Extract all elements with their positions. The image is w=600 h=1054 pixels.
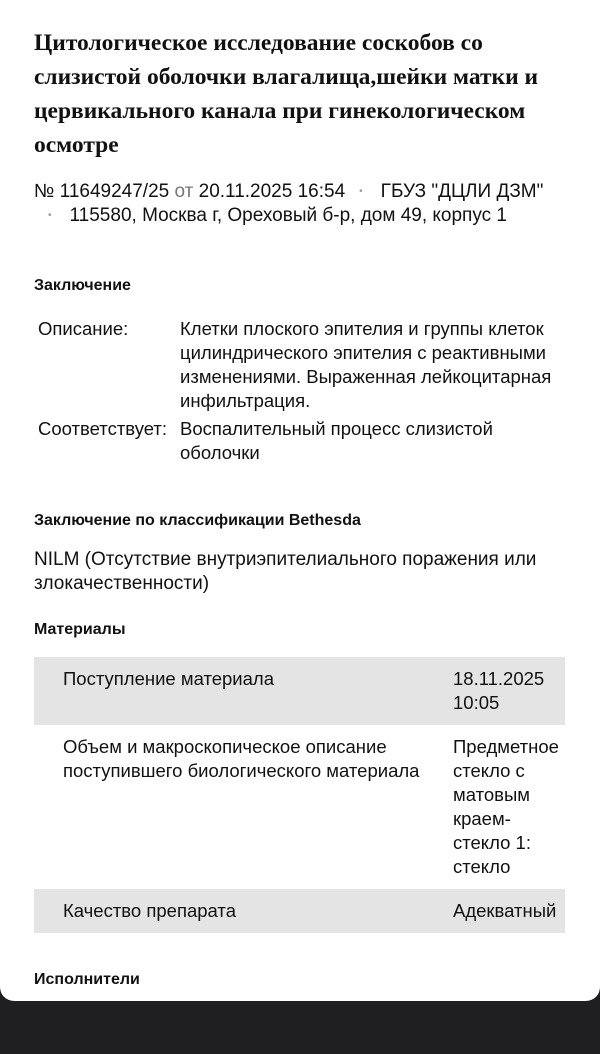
materials-heading: Материалы (34, 621, 126, 638)
report-datetime: 20.11.2025 16:54 (198, 181, 346, 202)
conclusion-value: Воспалительный процесс слизистой оболочки (180, 418, 493, 463)
materials-key: Объем и макроскопическое описание поступившего биологического материала (63, 736, 420, 781)
bethesda-heading: Заключение по классификации Bethesda (34, 512, 361, 529)
materials-row (34, 657, 565, 725)
bottom-bar (0, 1001, 600, 1054)
conclusion-label: Описание: (38, 318, 129, 339)
materials-row (34, 889, 565, 933)
conclusion-row (38, 317, 568, 417)
conclusion-value: Клетки плоского эпителия и группы клеток цилиндрического эпителия с реактивными изменениями. Выраженная лейкоцитарная инфильтрация. (180, 318, 552, 411)
report-number: № 11649247/25 (34, 181, 170, 202)
materials-value: Адекватный (423, 889, 565, 933)
bethesda-result: NILM (Отсутствие внутриэпителиального поражения или злокачественности) (34, 549, 537, 594)
from-label: от (174, 181, 194, 202)
organization-name: ГБУЗ "ДЦЛИ ДЗМ" (380, 181, 544, 202)
materials-row (34, 725, 565, 889)
separator-dot-icon: • (48, 210, 52, 221)
conclusion-heading: Заключение (34, 277, 131, 294)
materials-table (34, 657, 565, 933)
separator-dot-icon: • (359, 186, 363, 197)
conclusion-row (38, 417, 568, 469)
materials-key: Поступление материала (34, 657, 423, 725)
conclusion-table (38, 317, 568, 469)
performers-heading: Исполнители (34, 971, 140, 988)
materials-key: Качество препарата (34, 889, 423, 933)
materials-value: Предметное стекло с матовым краем- стекло 1: стекло (453, 736, 559, 877)
organization-address: 115580, Москва г, Ореховый б-р, дом 49, корпус 1 (69, 205, 507, 226)
report-title: Цитологическое исследование соскобов со слизистой оболочки влагалища,шейки матки и цервикального канала при гинекологическом осмотре (34, 30, 539, 158)
report-meta (34, 180, 574, 228)
materials-value: 18.11.2025 10:05 (423, 657, 565, 725)
conclusion-label: Соответствует: (38, 418, 168, 439)
